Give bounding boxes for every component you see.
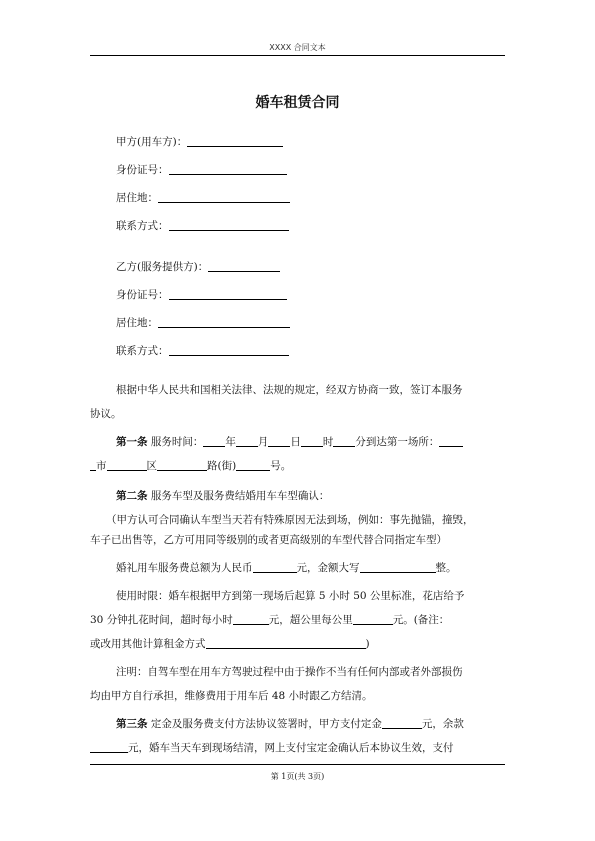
article-1-line-2 — [90, 458, 291, 473]
year-field[interactable] — [203, 435, 225, 447]
article-1-line-1 — [116, 434, 463, 449]
intro-line-2: 协议。 — [90, 408, 122, 420]
article-2-line-1 — [116, 488, 329, 503]
overmile-label: 元，超公里每公里 — [268, 614, 353, 626]
minute-field[interactable] — [333, 435, 355, 447]
other-method-close: ) — [365, 638, 370, 650]
party-a-address-field[interactable] — [158, 191, 290, 203]
district-label: 区 — [146, 460, 157, 472]
page-footer: 第 1页(共 3页) — [270, 772, 325, 781]
article-1-heading: 第一条 — [116, 436, 148, 448]
fee-amount-field[interactable] — [253, 561, 297, 573]
party-a-id-label: 身份证号： — [116, 164, 169, 176]
party-a-contact-row — [116, 218, 289, 233]
party-b-contact-label: 联系方式： — [116, 345, 169, 357]
number-label: 号。 — [270, 460, 292, 472]
fee-label: 婚礼用车服务费总额为人民币 — [116, 562, 253, 574]
party-a-address-row — [116, 190, 290, 205]
party-b-id-row — [116, 287, 287, 302]
remark-line-1: 注明：自驾车型在用车方驾驶过程中由于操作不当有任何内部或者外部损伤 — [116, 666, 463, 678]
party-a-name-field[interactable] — [187, 135, 283, 147]
limit-line-2 — [90, 612, 449, 627]
document-title: 婚车租赁合同 — [255, 95, 340, 111]
party-a-contact-label: 联系方式： — [116, 220, 169, 232]
other-method-label: 或改用其他计算租金方式 — [90, 638, 206, 650]
balance-field[interactable] — [90, 741, 128, 753]
footer-divider — [90, 764, 505, 765]
party-b-address-label: 居住地： — [116, 317, 158, 329]
limit-line-3 — [90, 636, 370, 651]
venue-field[interactable] — [439, 435, 463, 447]
limit-line-1: 使用时限：婚车根据甲方到第一现场后起算 5 小时 50 公里标准，花店给予 — [116, 590, 465, 602]
party-b-name-label: 乙方(服务提供方)： — [116, 261, 209, 273]
remark-label: 元。(备注： — [392, 614, 450, 626]
party-a-contact-field[interactable] — [169, 219, 289, 231]
article-1-time-label: 服务时间： — [150, 436, 204, 448]
fee-capital-label: 元，金额大写 — [296, 562, 360, 574]
intro-line-1: 根据中华人民共和国相关法律、法规的规定，经双方协商一致，签订本服务 — [116, 384, 463, 396]
day-label: 日 — [290, 436, 301, 448]
remark-line-2: 均由甲方自行承担，维修费用于用车后 48 小时跟乙方结清。 — [90, 690, 373, 702]
party-b-contact-row — [116, 343, 289, 358]
party-a-name-label: 甲方(用车方)： — [116, 136, 188, 148]
day-field[interactable] — [268, 435, 290, 447]
overtime-label: 30 分钟扎花时间，超时每小时 — [90, 614, 233, 626]
deposit-label: 定金及服务费支付方法协议签署时，甲方支付定金 — [150, 718, 382, 730]
party-b-id-field[interactable] — [169, 288, 287, 300]
party-a-name-row — [116, 134, 283, 149]
page-header: XXXX 合同文本 — [269, 43, 326, 52]
party-b-address-field[interactable] — [158, 316, 290, 328]
party-b-name-row — [116, 259, 280, 274]
article-3-line-1 — [116, 716, 464, 731]
hour-field[interactable] — [301, 435, 323, 447]
overmile-rate-field[interactable] — [353, 613, 393, 625]
party-a-id-field[interactable] — [169, 163, 287, 175]
party-a-id-row — [116, 162, 287, 177]
number-field[interactable] — [236, 459, 270, 471]
article-2-text: 服务车型及服务费结婚用车车型确认： — [150, 490, 330, 502]
road-field[interactable] — [157, 459, 207, 471]
header-divider — [90, 55, 505, 56]
other-method-field[interactable] — [206, 637, 366, 649]
year-label: 年 — [225, 436, 236, 448]
deposit-field[interactable] — [382, 717, 422, 729]
district-field[interactable] — [107, 459, 147, 471]
party-b-name-field[interactable] — [208, 260, 280, 272]
article-2-note-1: （甲方认可合同确认车型当天若有特殊原因无法到场，例如：事先抛锚，撞毁， — [106, 514, 474, 526]
party-b-contact-field[interactable] — [169, 344, 289, 356]
party-b-address-row — [116, 315, 290, 330]
article-3-line-2 — [90, 740, 454, 755]
overtime-rate-field[interactable] — [233, 613, 269, 625]
party-a-address-label: 居住地： — [116, 192, 158, 204]
hour-label: 时 — [322, 436, 334, 448]
month-label: 月 — [257, 436, 269, 448]
article-3-heading: 第三条 — [116, 718, 148, 730]
month-field[interactable] — [236, 435, 258, 447]
fee-end-label: 整。 — [435, 562, 457, 574]
fee-row — [116, 560, 457, 575]
balance-label: 元，余款 — [421, 718, 464, 730]
article-2-heading: 第二条 — [116, 490, 148, 502]
city-label: 市 — [96, 460, 107, 472]
payment-text: 元，婚车当天车到现场结清，网上支付宝定金确认后本协议生效，支付 — [128, 742, 454, 754]
fee-capital-field[interactable] — [360, 561, 436, 573]
road-label: 路(街) — [207, 460, 237, 472]
article-1-venue-label: 分到达第一场所： — [355, 436, 440, 448]
party-b-id-label: 身份证号： — [116, 289, 169, 301]
article-2-note-2: 车子已出售等，乙方可用同等级别的或者更高级别的车型代替合同指定车型） — [90, 534, 447, 546]
